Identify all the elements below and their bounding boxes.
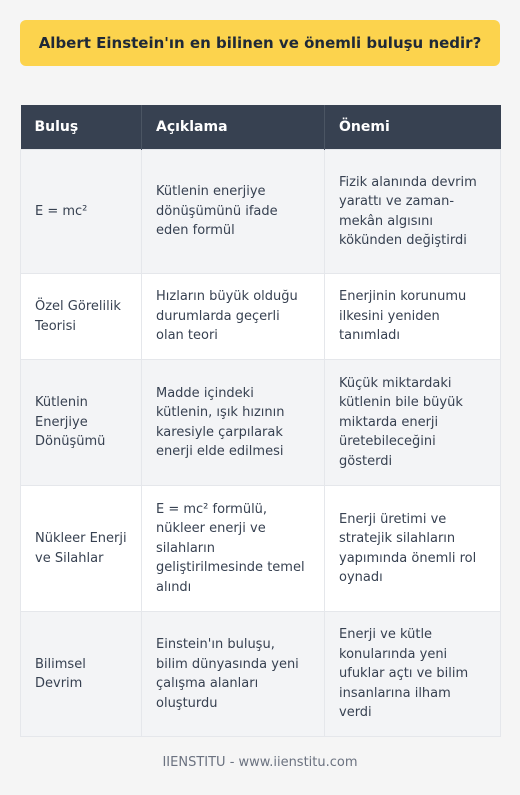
footer-credit: IIENSTITU - www.iienstitu.com (162, 755, 358, 770)
cell-description: Hızların büyük olduğu durumlarda geçerli olan teori (142, 274, 325, 360)
cell-description: Madde içindeki kütlenin, ışık hızının karesiyle çarpılarak enerji elde edilmesi (142, 360, 325, 486)
cell-description: Kütlenin enerjiye dönüşümünü ifade eden formül (142, 150, 325, 274)
header-invention: Buluş (21, 105, 142, 150)
table-row (21, 274, 501, 360)
table-row (21, 360, 501, 486)
cell-description: E = mc² formülü, nükleer enerji ve silahların geliştirilmesinde temel alındı (142, 486, 325, 612)
cell-importance: Küçük miktardaki kütlenin bile büyük miktarda enerji üretebileceğini gösterdi (325, 360, 501, 486)
table-row (21, 486, 501, 612)
cell-invention: Kütlenin Enerjiye Dönüşümü (21, 360, 142, 486)
cell-importance: Enerji ve kütle konularında yeni ufuklar açtı ve bilim insanlarına ilham verdi (325, 612, 501, 737)
header-description: Açıklama (142, 105, 325, 150)
inventions-table (20, 105, 501, 737)
cell-invention: Özel Görelilik Teorisi (21, 274, 142, 360)
page-title: Albert Einstein'ın en bilinen ve önemli buluşu nedir? (38, 34, 482, 52)
cell-description: Einstein'ın buluşu, bilim dünyasında yeni çalışma alanları oluşturdu (142, 612, 325, 737)
table-row (21, 150, 501, 274)
table-header-row (21, 105, 501, 150)
header-importance: Önemi (325, 105, 501, 150)
cell-invention: E = mc² (21, 150, 142, 274)
cell-importance: Enerjinin korunumu ilkesini yeniden tanımladı (325, 274, 501, 360)
cell-invention: Nükleer Enerji ve Silahlar (21, 486, 142, 612)
title-banner (20, 20, 500, 66)
cell-importance: Enerji üretimi ve stratejik silahların yapımında önemli rol oynadı (325, 486, 501, 612)
cell-invention: Bilimsel Devrim (21, 612, 142, 737)
cell-importance: Fizik alanında devrim yarattı ve zaman-mekân algısını kökünden değiştirdi (325, 150, 501, 274)
table-row (21, 612, 501, 737)
